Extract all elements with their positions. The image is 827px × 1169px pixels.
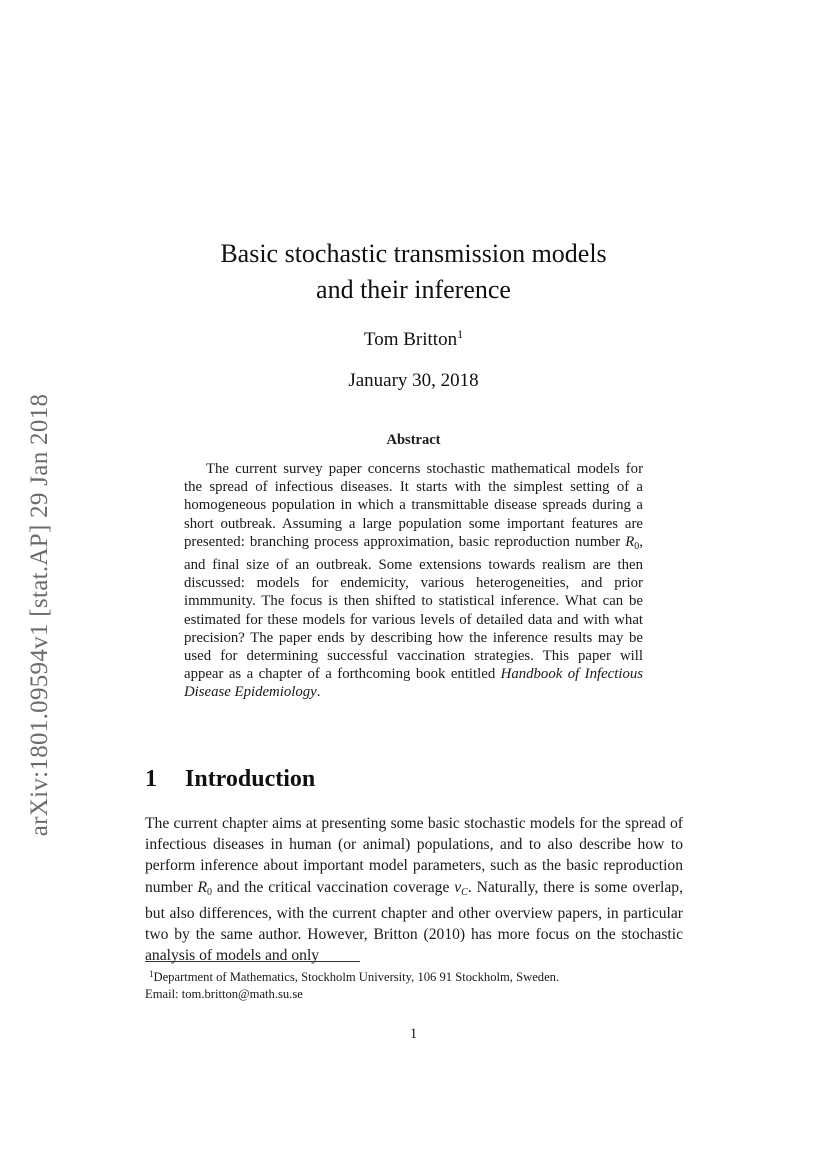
abstract-part-2: , and final size of an outbreak. Some extensions towards realism are then discussed: models for endemicity, various heterogeneities, and prior immmunity. The focus is then shifted to statistical inference. What can be estimated for these models for various levels of detailed data and with what precision? The paper ends by describing how the inference results may be used for determining successful vaccination strategies. This paper will appear as a chapter of a forthcoming book entitled [184, 533, 643, 683]
intro-r0-subscript: 0 [207, 886, 213, 898]
footnote [145, 966, 685, 1003]
paper-date: January 30, 2018 [348, 370, 479, 391]
abstract-r0-symbol: R [625, 533, 635, 550]
abstract-heading: Abstract [386, 432, 441, 448]
arxiv-stamp: arXiv:1801.09594v1 [stat.AP] 29 Jan 2018 [26, 393, 53, 837]
author-footnote-mark: 1 [457, 327, 464, 341]
section-title: Introduction [185, 766, 316, 792]
intro-part-3: . Naturally, there is some overlap, but also differences, with the current chapter and other overview papers, in particular two by the same author. However, Britton (2010) has more focus on the stochastic analysis of models and only [145, 878, 683, 965]
author-name: Tom Britton [363, 329, 458, 350]
abstract-text [184, 460, 643, 702]
section-heading [145, 766, 315, 793]
intro-vc-subscript: C [461, 886, 468, 898]
author-line [0, 327, 827, 351]
footnote-line-1 [145, 966, 685, 986]
paper-title [0, 236, 827, 308]
title-line-2: and their inference [316, 275, 511, 304]
footnote-affiliation: Department of Mathematics, Stockholm University, 106 91 Stockholm, Sweden. [153, 970, 560, 984]
abstract-end: . [316, 684, 321, 701]
page-number: 1 [409, 1026, 418, 1042]
footnote-mark: 1 [149, 969, 154, 979]
title-line-1: Basic stochastic transmission models [220, 239, 607, 268]
abstract-book-title: Handbook of Infectious Disease Epidemiology [184, 666, 643, 701]
intro-part-1: The current chapter aims at presenting some basic stochastic models for the spread of infectious diseases in human (or animal) populations, and to also describe how to perform inference about important model parameters, such as the basic reproduction number [145, 815, 683, 896]
intro-vc-symbol: v [454, 878, 462, 896]
intro-part-2: and the critical vaccination coverage [212, 878, 455, 896]
section-number: 1 [145, 766, 157, 792]
intro-r0-symbol: R [197, 878, 208, 896]
footnote-divider [145, 961, 360, 962]
abstract-r0-subscript: 0 [634, 540, 640, 552]
introduction-text [145, 813, 683, 966]
abstract-part-1: The current survey paper concerns stochastic mathematical models for the spread of infectious diseases. It starts with the simplest setting of a homogeneous population in which a transmittable disease spreads during a short outbreak. Assuming a large population some important features are presented: branching process approximation, basic reproduction number [184, 461, 643, 550]
footnote-email: Email: tom.britton@math.su.se [145, 987, 303, 1001]
